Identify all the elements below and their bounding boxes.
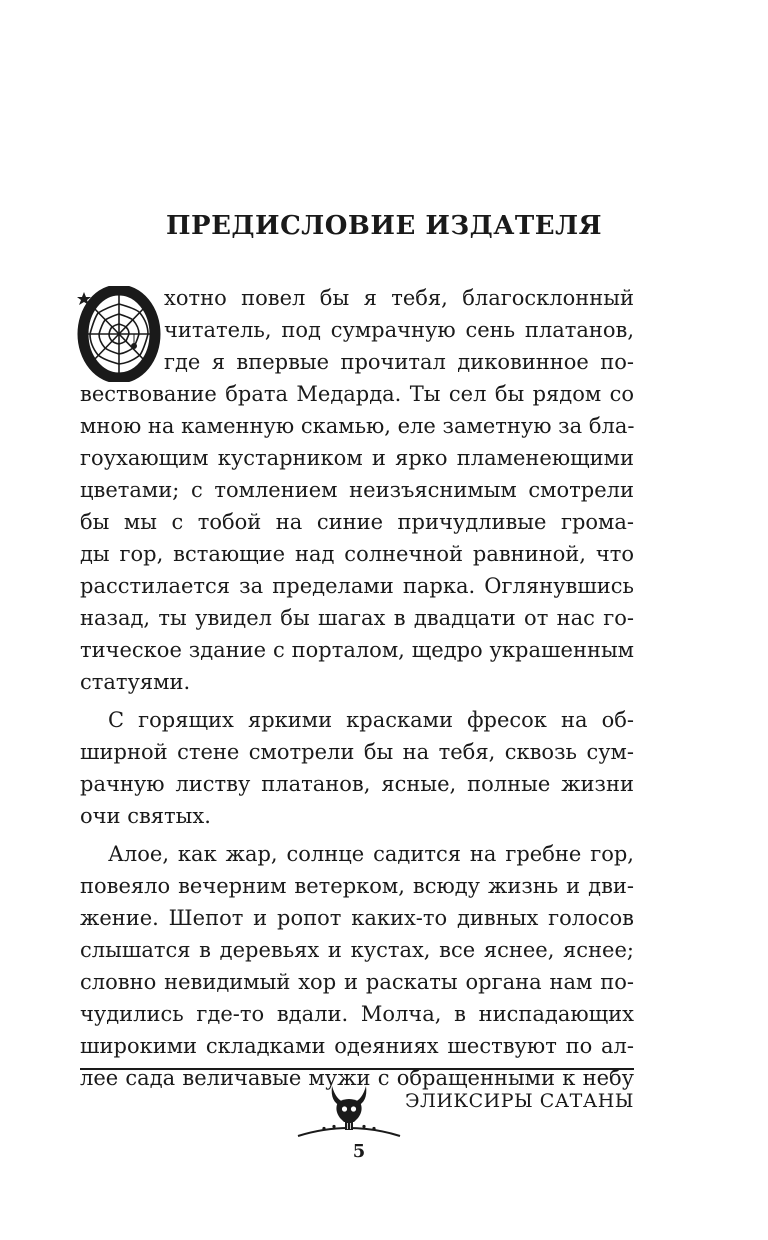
text-line: слышатся в деревьях и кустах, все яснее, яснее; (80, 938, 634, 962)
text-line: тическое здание с порталом, щедро украшенным (80, 638, 634, 662)
text-line: лее сада величавые мужи с обращенными к небу (80, 1066, 634, 1090)
text-line: расстилается за пределами парка. Оглянувшись (80, 574, 634, 598)
text-line: чудились где-то вдали. Молча, в ниспадающих (80, 1002, 634, 1026)
paragraph-2 (80, 704, 634, 832)
text-line: бы мы с тобой на синие причудливые грома- (80, 510, 634, 534)
text-line: С горящих яркими красками фресок на об- (108, 708, 634, 732)
page-number: 5 (352, 1141, 366, 1162)
body-text (80, 282, 634, 1094)
text-line: жение. Шепот и ропот каких-то дивных голосов (80, 906, 634, 930)
footer-rule (80, 1068, 634, 1070)
text-line: рачную листву платанов, ясные, полные жизни (80, 772, 634, 796)
text-line: хотно повел бы я тебя, благосклонный (164, 286, 634, 310)
text-line: статуями. (80, 670, 191, 694)
text-line: гоухающим кустарником и ярко пламенеющими (80, 446, 634, 470)
text-line: Алое, как жар, солнце садится на гребне гор, (108, 842, 634, 866)
running-footer-title: ЭЛИКСИРЫ САТАНЫ (404, 1090, 634, 1112)
text-line: словно невидимый хор и раскаты органа нам по- (80, 970, 634, 994)
text-line: назад, ты увидел бы шагах в двадцати от нас го- (80, 606, 634, 630)
text-line: цветами; с томлением неизъяснимым смотрели (80, 478, 634, 502)
text-line: мною на каменную скамью, еле заметную за бла- (80, 414, 634, 438)
text-line: ды гор, встающие над солнечной равниной, что (80, 542, 634, 566)
text-line: широкими складками одеяниях шествуют по ал- (80, 1034, 634, 1058)
text-line: повеяло вечерним ветерком, всюду жизнь и дви- (80, 874, 634, 898)
text-line: очи святых. (80, 804, 211, 828)
text-line: читатель, под сумрачную сень платанов, (164, 318, 634, 342)
chapter-heading: ПРЕДИСЛОВИЕ ИЗДАТЕЛЯ (165, 211, 603, 241)
horned-skull-emblem-icon (294, 1080, 404, 1144)
text-line: ширной стене смотрели бы на тебя, сквозь сум- (80, 740, 634, 764)
text-line: вествование брата Медарда. Ты сел бы рядом со (80, 382, 634, 406)
paragraph-3 (80, 838, 634, 1094)
paragraph-1 (80, 282, 634, 698)
text-line: где я впервые прочитал диковинное по- (164, 350, 634, 374)
